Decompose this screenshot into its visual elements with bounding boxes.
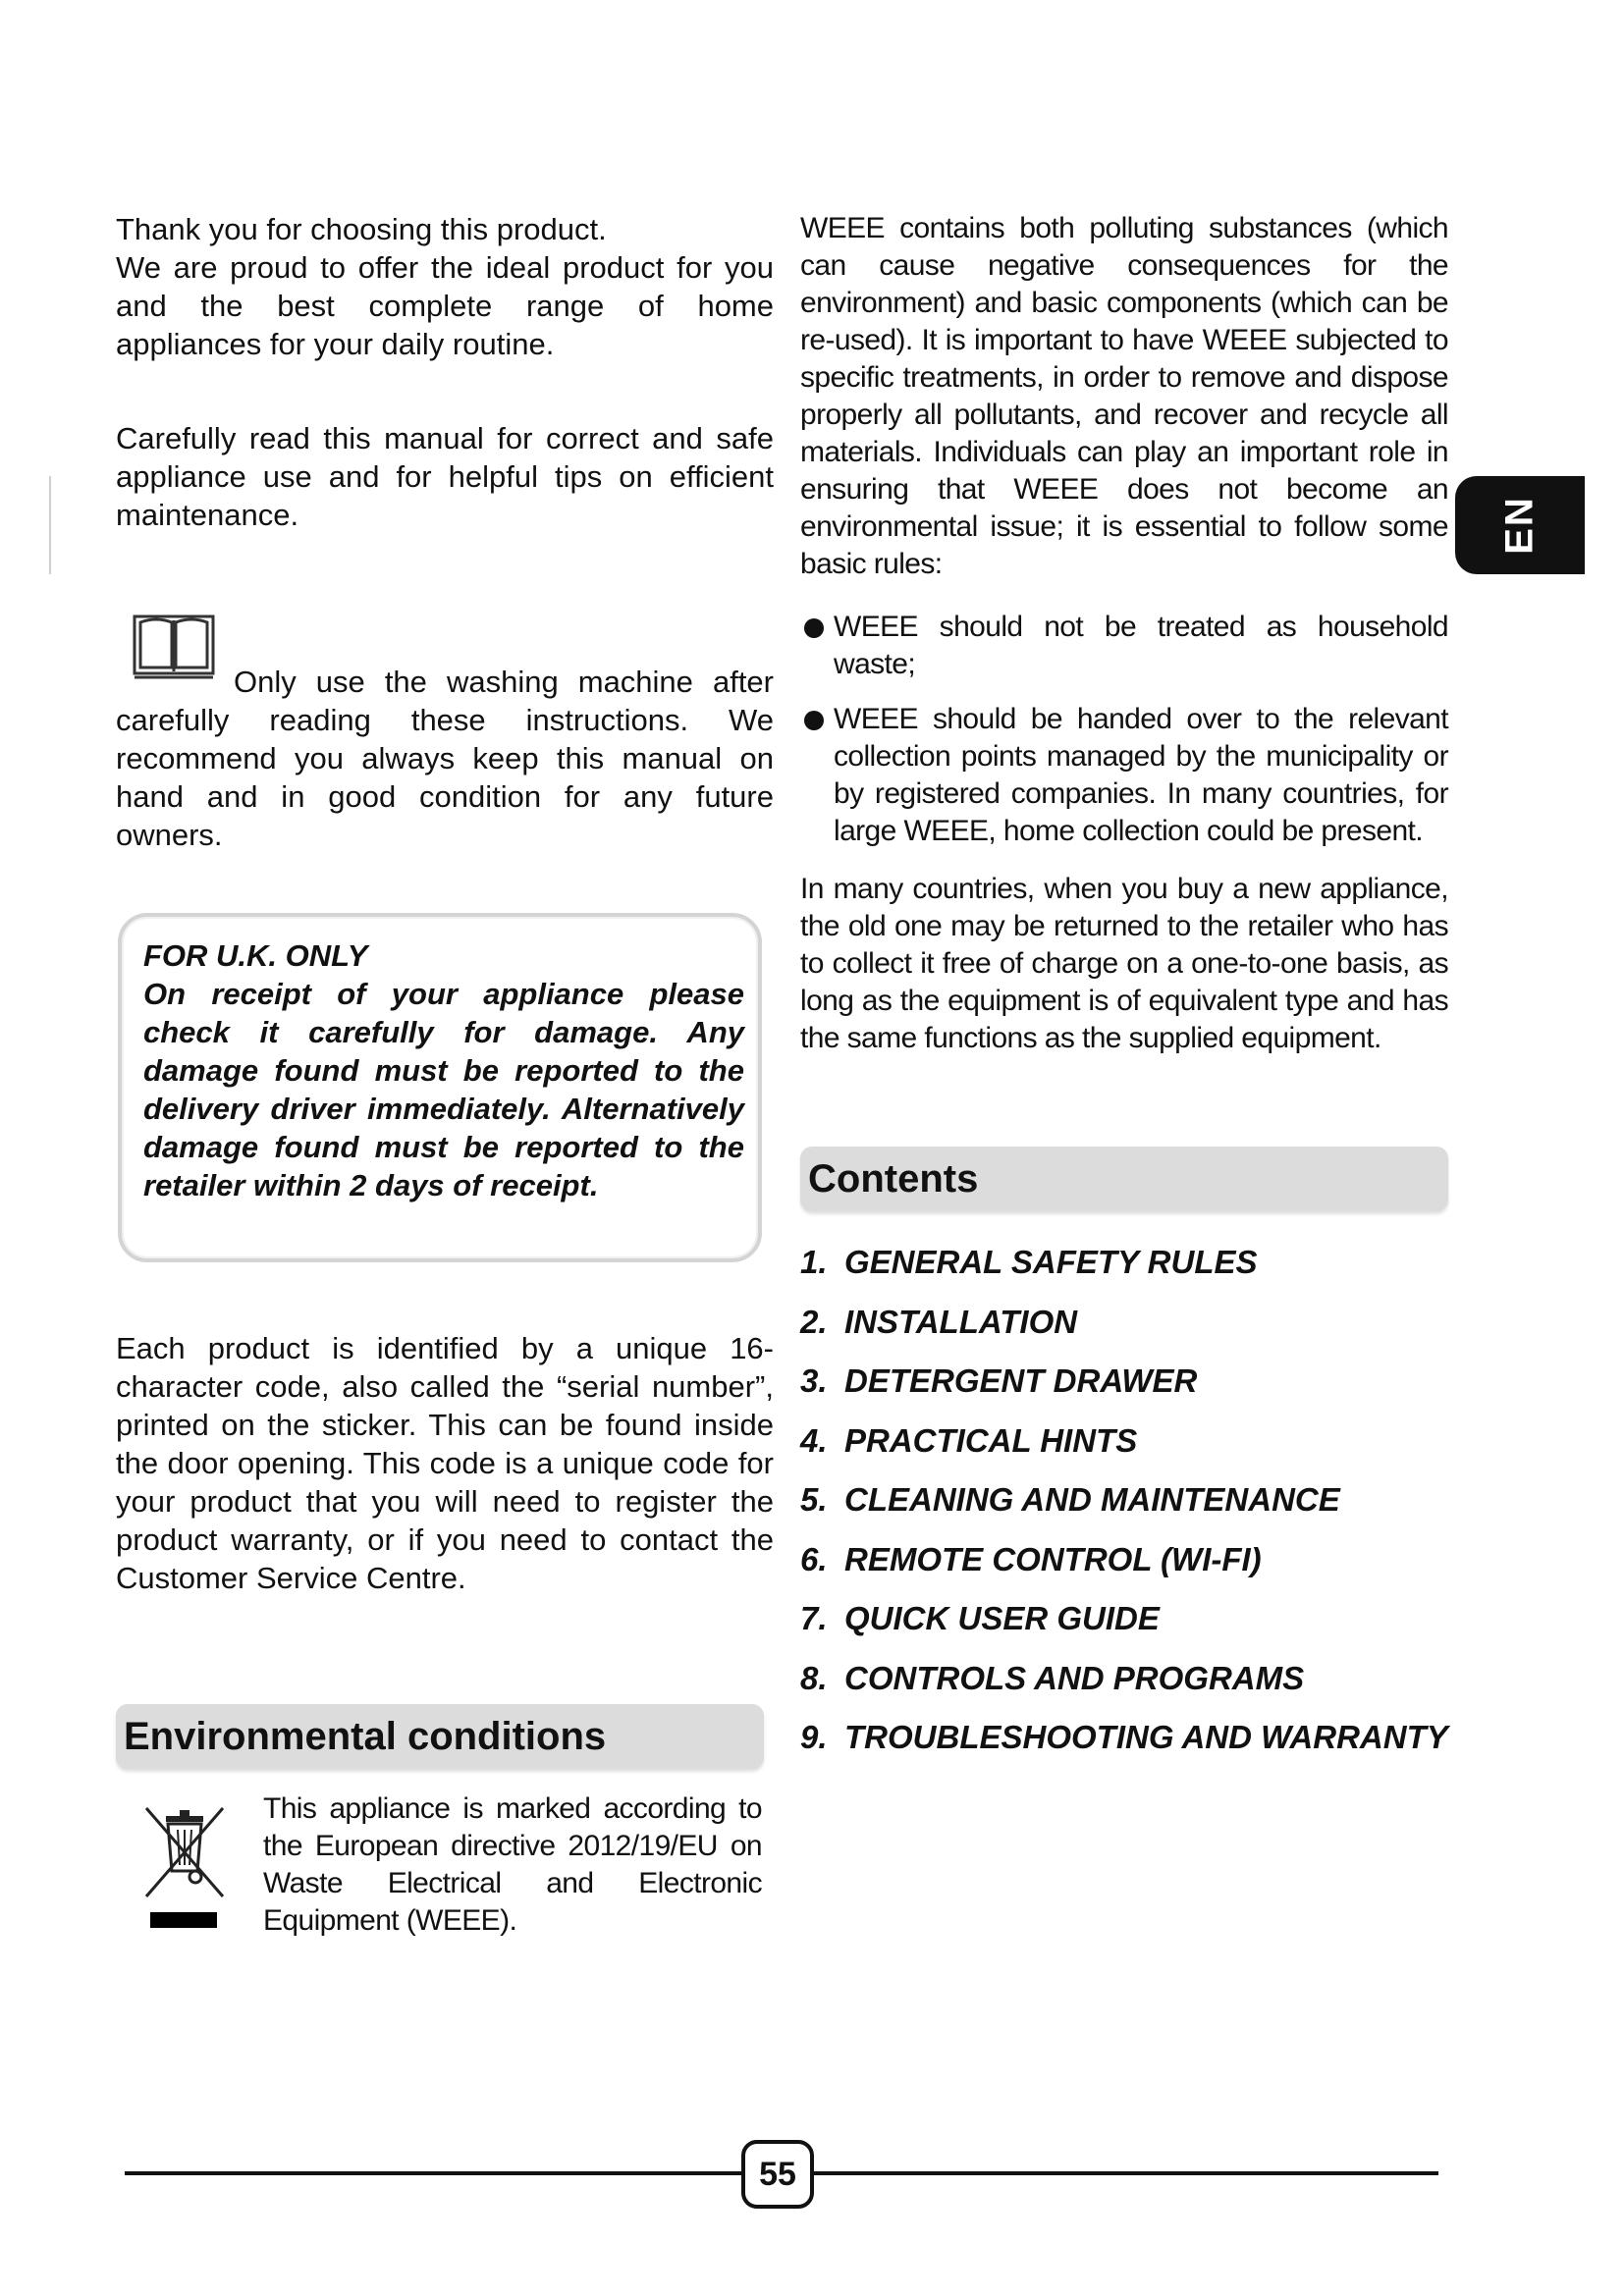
contents-item-number: 8. (800, 1659, 828, 1696)
manual-instructions-paragraph: Only use the washing machine after carefully reading these instructions. We recommend you always keep this manual on hand and in good condition for any future owners. (116, 665, 774, 852)
page-number: 55 (741, 2140, 814, 2209)
intro-paragraph: Thank you for choosing this product. We are proud to offer the ideal product for you and the best complete range of home appliances for your daily routine. (116, 212, 774, 361)
contents-item[interactable] (800, 1293, 1448, 1353)
serial-number-paragraph: Each product is identified by a unique 16-character code, also called the “serial number”, printed on the sticker. This can be found inside the door opening. This code is a unique code for your product that you will need to register the product warranty, or if you need to contact the Customer Service Centre. (116, 1331, 774, 1595)
contents-item-number: 9. (800, 1719, 828, 1755)
weee-crossed-bin-icon (140, 1802, 229, 1934)
contents-item[interactable] (800, 1412, 1448, 1471)
contents-item[interactable] (800, 1708, 1448, 1768)
footer-rule-right (814, 2171, 1438, 2175)
contents-item[interactable] (800, 1233, 1448, 1293)
language-tab (1455, 476, 1585, 574)
contents-item-label: CLEANING AND MAINTENANCE (844, 1481, 1340, 1518)
contents-item[interactable] (800, 1649, 1448, 1709)
contents-item-number: 7. (800, 1600, 828, 1636)
bullet-text: WEEE should be handed over to the relevant collection points managed by the municipality or by registered companies. In many countries, for large WEEE, home collection could be present. (834, 703, 1448, 847)
contents-item-number: 5. (800, 1481, 828, 1518)
environmental-conditions-header (116, 1704, 764, 1769)
contents-item-label: DETERGENT DRAWER (844, 1362, 1198, 1399)
contents-item-number: 3. (800, 1362, 828, 1399)
contents-item-number: 6. (800, 1540, 828, 1577)
bullet-item (800, 609, 1448, 683)
contents-title: Contents (808, 1157, 979, 1201)
read-manual-paragraph: Carefully read this manual for correct and safe appliance use and for helpful tips on efficient maintenance. (116, 421, 774, 532)
contents-item-number: 2. (800, 1303, 828, 1340)
contents-item[interactable] (800, 1470, 1448, 1530)
contents-item-number: 1. (800, 1244, 828, 1280)
environmental-conditions-title: Environmental conditions (124, 1715, 607, 1758)
language-tab-label: EN (1497, 496, 1542, 555)
contents-item-label: INSTALLATION (844, 1303, 1078, 1340)
margin-mark (49, 476, 51, 574)
footer-rule-left (125, 2171, 741, 2175)
contents-item-label: QUICK USER GUIDE (844, 1600, 1160, 1636)
contents-item-label: CONTROLS AND PROGRAMS (844, 1659, 1305, 1696)
contents-item-number: 4. (800, 1421, 828, 1459)
bullet-item (800, 701, 1448, 850)
uk-notice-text: FOR U.K. ONLY On receipt of your appliance please check it carefully for damage. Any damage found must be reported to the delivery driver immediately. Alternatively damage found must be reported to the retailer within 2 days of receipt. (143, 938, 744, 1202)
contents-list (800, 1233, 1448, 1768)
contents-header (800, 1147, 1448, 1211)
contents-item-label: GENERAL SAFETY RULES (844, 1244, 1258, 1280)
return-appliance-paragraph: In many countries, when you buy a new appliance, the old one may be returned to the retailer who has to collect it free of charge on a one-to-one basis, as long as the equipment is of equivalent type and has the same functions as the supplied equipment. (800, 873, 1448, 1054)
contents-item[interactable] (800, 1589, 1448, 1649)
uk-notice-box (118, 913, 762, 1262)
contents-item[interactable] (800, 1352, 1448, 1412)
bullet-dot-icon (804, 711, 824, 730)
contents-item[interactable] (800, 1530, 1448, 1590)
contents-item-label: TROUBLESHOOTING AND WARRANTY (844, 1719, 1448, 1755)
weee-intro-paragraph: WEEE contains both polluting substances (which can cause negative consequences for the environment) and basic components (which can be re-used). It is important to have WEEE subjected to specific treatments, in order to remove and dispose properly all pollutants, and recover and recycle all materials. Individuals can play an important role in ensuring that WEEE does not become an environmental issue; it is essential to follow some basic rules: (800, 212, 1448, 580)
bullet-dot-icon (804, 618, 824, 638)
contents-item-label: REMOTE CONTROL (WI-FI) (844, 1540, 1262, 1577)
bullet-text: WEEE should not be treated as household waste; (834, 611, 1448, 680)
weee-directive-paragraph: This appliance is marked according to the European directive 2012/19/EU on Waste Electrical and Electronic Equipment (WEEE). (263, 1792, 762, 1937)
contents-item-label: PRACTICAL HINTS (844, 1421, 1138, 1459)
